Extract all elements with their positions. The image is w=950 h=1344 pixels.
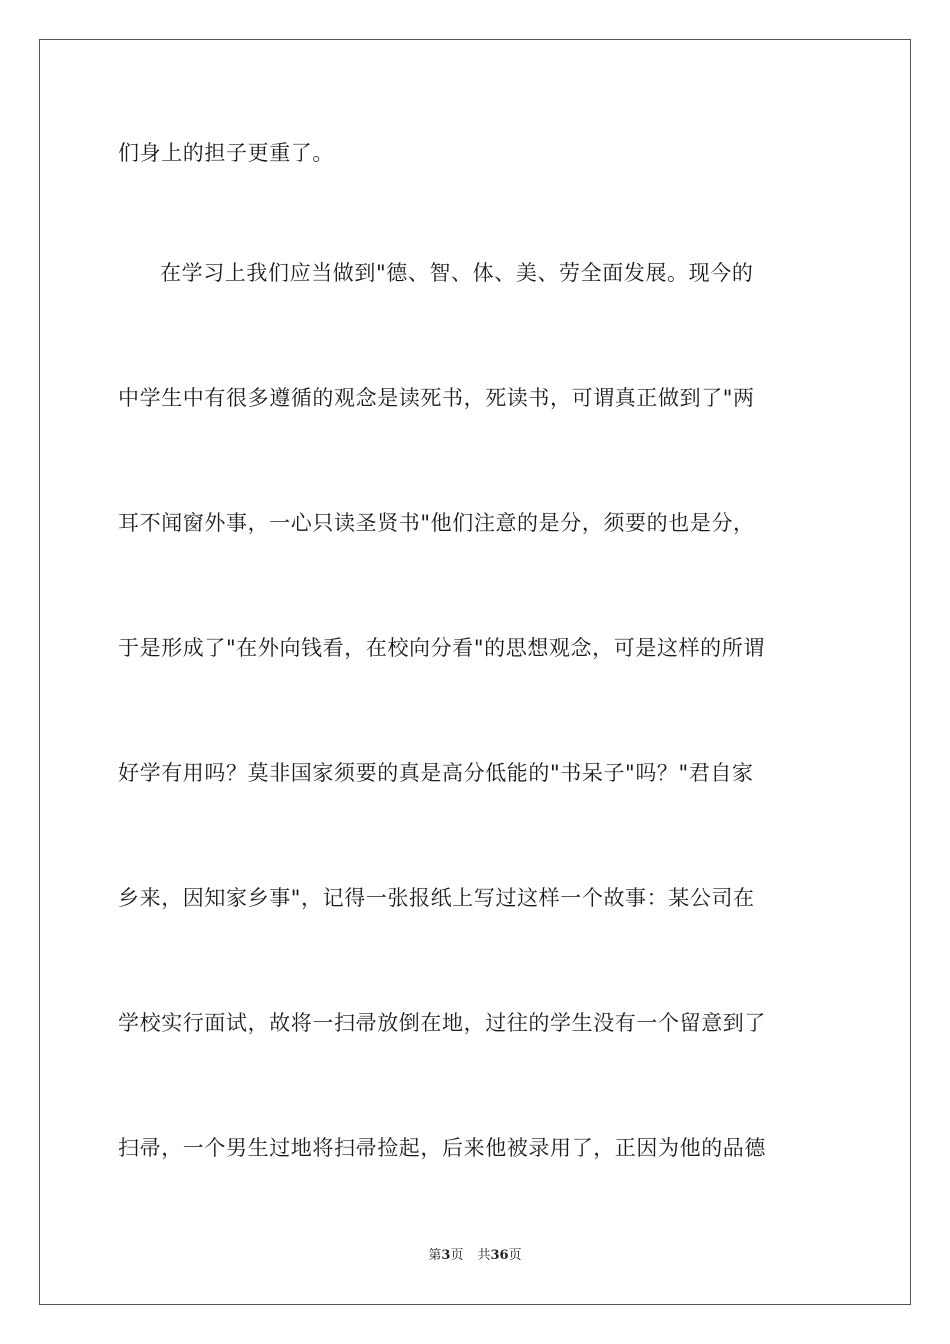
- total-pages: 36: [490, 1248, 509, 1263]
- total-prefix: 共: [477, 1248, 491, 1263]
- page-prefix: 第: [428, 1248, 442, 1263]
- text-line-2: 在学习上我们应当做到"德、智、体、美、劳全面发展。现今的: [160, 261, 754, 285]
- text-line-5: 于是形成了"在外向钱看，在校向分看"的思想观念，可是这样的所谓: [118, 636, 765, 660]
- page-footer: [0, 1247, 950, 1265]
- text-line-8: 学校实行面试，故将一扫帚放倒在地，过往的学生没有一个留意到了: [118, 1011, 766, 1035]
- text-line-6: 好学有用吗？莫非国家须要的真是高分低能的"书呆子"吗？"君自家: [118, 761, 754, 785]
- text-line-4: 耳不闻窗外事，一心只读圣贤书"他们注意的是分，须要的也是分，: [118, 511, 755, 535]
- page-border: [39, 39, 911, 1305]
- page-number: 3: [441, 1248, 451, 1263]
- text-line-9: 扫帚，一个男生过地将扫帚捡起，后来他被录用了，正因为他的品德: [118, 1136, 766, 1160]
- text-line-7: 乡来，因知家乡事"，记得一张报纸上写过这样一个故事：某公司在: [118, 886, 755, 910]
- total-suffix: 页: [508, 1248, 522, 1263]
- text-line-1: 们身上的担子更重了。: [118, 141, 334, 165]
- page-suffix: 页: [450, 1248, 464, 1263]
- text-line-3: 中学生中有很多遵循的观念是读死书，死读书，可谓真正做到了"两: [118, 386, 755, 410]
